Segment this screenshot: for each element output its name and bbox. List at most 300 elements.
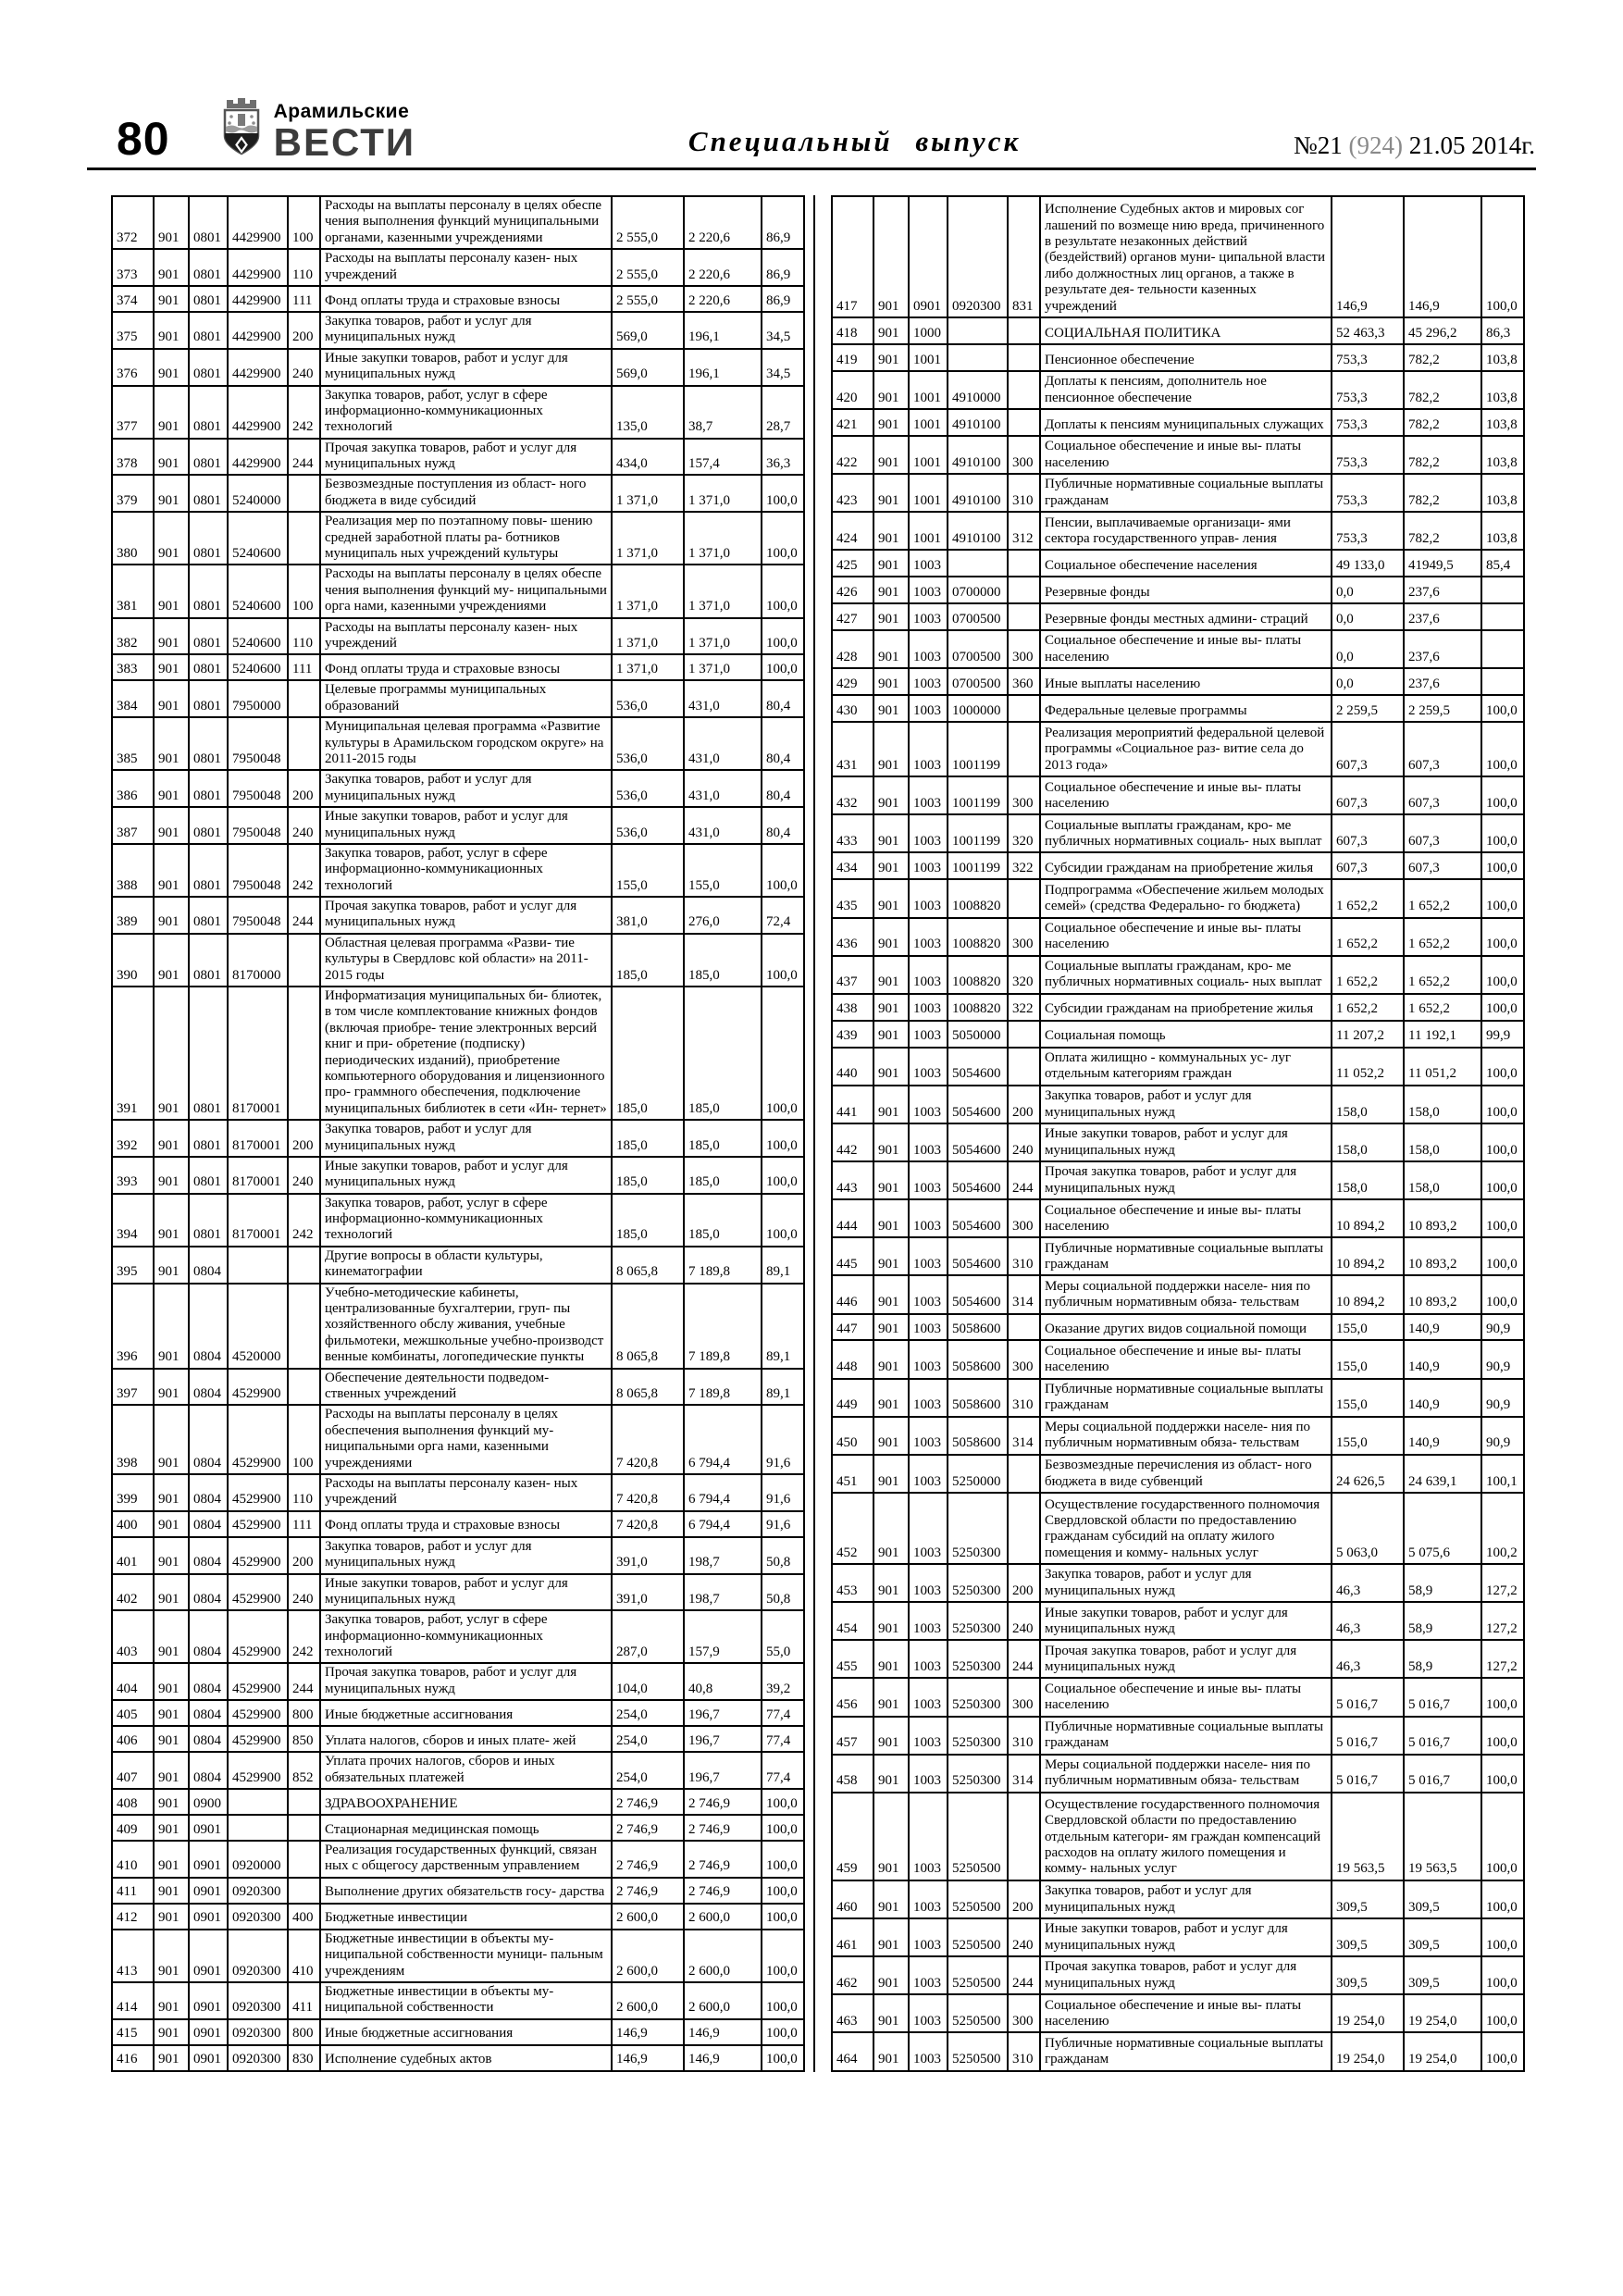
percent-cell: 100,0 bbox=[762, 1930, 804, 1982]
expense-type-cell: 240 bbox=[1008, 1918, 1040, 1956]
expense-type-cell bbox=[1008, 1793, 1040, 1880]
expense-name-cell: Расходы на выплаты персоналу казен- ных учреждений bbox=[320, 618, 612, 655]
grbs-code-cell: 901 bbox=[873, 1640, 909, 1678]
expense-name-cell: Закупка товаров, работ и услуг для муниципальных нужд bbox=[1040, 1086, 1332, 1123]
fact-value-cell: 1 371,0 bbox=[684, 618, 762, 655]
grbs-code-cell: 901 bbox=[873, 409, 909, 436]
grbs-code-cell: 901 bbox=[154, 1904, 189, 1930]
percent-cell: 100,0 bbox=[762, 1194, 804, 1247]
expense-type-cell: 110 bbox=[288, 249, 320, 286]
expense-name-cell: Иные бюджетные ассигнования bbox=[320, 2019, 612, 2045]
section-code-cell: 1003 bbox=[909, 1417, 948, 1455]
table-row bbox=[832, 474, 1524, 512]
percent-cell: 50,8 bbox=[762, 1574, 804, 1611]
percent-cell: 100,0 bbox=[762, 1878, 804, 1904]
table-row bbox=[832, 918, 1524, 956]
plan-value-cell: 46,3 bbox=[1332, 1602, 1404, 1640]
target-article-cell: 7950048 bbox=[228, 717, 288, 770]
fact-value-cell: 5 075,6 bbox=[1404, 1493, 1481, 1564]
target-article-cell: 5250500 bbox=[948, 1880, 1008, 1918]
logo-text bbox=[274, 102, 415, 162]
section-code-cell: 0801 bbox=[189, 618, 228, 655]
plan-value-cell: 536,0 bbox=[612, 680, 684, 717]
target-article-cell: 0920300 bbox=[228, 1904, 288, 1930]
row-number-cell: 388 bbox=[112, 844, 154, 897]
expense-type-cell: 310 bbox=[1008, 1379, 1040, 1417]
percent-cell: 103,8 bbox=[1481, 409, 1524, 436]
section-code-cell: 1003 bbox=[909, 994, 948, 1021]
table-row bbox=[112, 618, 804, 655]
plan-value-cell: 391,0 bbox=[612, 1574, 684, 1611]
table-row bbox=[832, 814, 1524, 852]
table-row bbox=[112, 1157, 804, 1194]
issue-number-paren: (924) bbox=[1348, 131, 1403, 159]
section-code-cell: 1003 bbox=[909, 1994, 948, 2032]
percent-cell: 127,2 bbox=[1481, 1564, 1524, 1602]
percent-cell: 89,1 bbox=[762, 1369, 804, 1406]
row-number-cell: 384 bbox=[112, 680, 154, 717]
expense-type-cell: 110 bbox=[288, 618, 320, 655]
table-row bbox=[832, 371, 1524, 409]
percent-cell: 100,1 bbox=[1481, 1455, 1524, 1493]
grbs-code-cell: 901 bbox=[873, 1994, 909, 2032]
section-code-cell: 1003 bbox=[909, 1755, 948, 1793]
column-divider-line bbox=[813, 195, 815, 2072]
plan-value-cell: 19 563,5 bbox=[1332, 1793, 1404, 1880]
expense-name-cell: Социальные выплаты гражданам, кро- ме публичных нормативных социаль- ных выплат bbox=[1040, 814, 1332, 852]
expense-type-cell: 852 bbox=[288, 1752, 320, 1789]
table-row bbox=[832, 2032, 1524, 2070]
percent-cell: 100,0 bbox=[762, 654, 804, 680]
table-row bbox=[112, 987, 804, 1120]
section-code-cell: 0801 bbox=[189, 1120, 228, 1157]
section-code-cell: 1003 bbox=[909, 1918, 948, 1956]
row-number-cell: 417 bbox=[832, 196, 873, 317]
row-number-cell: 422 bbox=[832, 436, 873, 474]
plan-value-cell: 19 254,0 bbox=[1332, 2032, 1404, 2070]
grbs-code-cell: 901 bbox=[154, 934, 189, 987]
target-article-cell: 4529900 bbox=[228, 1369, 288, 1406]
fact-value-cell: 1 652,2 bbox=[1404, 956, 1481, 994]
target-article-cell: 5250300 bbox=[948, 1602, 1008, 1640]
row-number-cell: 410 bbox=[112, 1841, 154, 1878]
fact-value-cell: 146,9 bbox=[1404, 196, 1481, 317]
grbs-code-cell: 901 bbox=[154, 1284, 189, 1369]
row-number-cell: 382 bbox=[112, 618, 154, 655]
grbs-code-cell: 901 bbox=[873, 1455, 909, 1493]
grbs-code-cell: 901 bbox=[154, 1405, 189, 1474]
target-article-cell: 0700500 bbox=[948, 603, 1008, 630]
expense-name-cell: Пенсионное обеспечение bbox=[1040, 344, 1332, 371]
percent-cell: 80,4 bbox=[762, 807, 804, 844]
expense-type-cell: 300 bbox=[1008, 776, 1040, 814]
row-number-cell: 437 bbox=[832, 956, 873, 994]
fact-value-cell: 237,6 bbox=[1404, 603, 1481, 630]
expense-name-cell: Областная целевая программа «Разви- тие культуры в Свердловс кой области» на 2011-2015 годы bbox=[320, 934, 612, 987]
row-number-cell: 421 bbox=[832, 409, 873, 436]
expense-type-cell: 314 bbox=[1008, 1755, 1040, 1793]
expense-name-cell: Расходы на выплаты персоналу казен- ных учреждений bbox=[320, 249, 612, 286]
row-number-cell: 398 bbox=[112, 1405, 154, 1474]
table-row bbox=[112, 512, 804, 565]
fact-value-cell: 607,3 bbox=[1404, 722, 1481, 776]
section-code-cell: 0901 bbox=[189, 1841, 228, 1878]
section-code-cell: 1003 bbox=[909, 1161, 948, 1199]
grbs-code-cell: 901 bbox=[154, 349, 189, 386]
section-code-cell: 0804 bbox=[189, 1247, 228, 1284]
plan-value-cell: 155,0 bbox=[1332, 1314, 1404, 1341]
table-row bbox=[832, 1678, 1524, 1716]
target-article-cell: 0700500 bbox=[948, 668, 1008, 695]
expense-type-cell bbox=[1008, 879, 1040, 917]
row-number-cell: 413 bbox=[112, 1930, 154, 1982]
section-code-cell: 0901 bbox=[189, 1904, 228, 1930]
table-row bbox=[832, 994, 1524, 1021]
target-article-cell: 4910100 bbox=[948, 436, 1008, 474]
section-code-cell: 0801 bbox=[189, 897, 228, 934]
section-code-cell: 1003 bbox=[909, 918, 948, 956]
fact-value-cell: 1 371,0 bbox=[684, 654, 762, 680]
header-divider-line bbox=[87, 168, 1536, 170]
section-code-cell: 0804 bbox=[189, 1405, 228, 1474]
table-row bbox=[112, 1369, 804, 1406]
row-number-cell: 418 bbox=[832, 317, 873, 344]
section-code-cell: 1001 bbox=[909, 371, 948, 409]
fact-value-cell: 7 189,8 bbox=[684, 1284, 762, 1369]
fact-value-cell: 158,0 bbox=[1404, 1086, 1481, 1123]
expense-name-cell: Иные бюджетные ассигнования bbox=[320, 1700, 612, 1726]
plan-value-cell: 7 420,8 bbox=[612, 1405, 684, 1474]
fact-value-cell: 198,7 bbox=[684, 1574, 762, 1611]
expense-type-cell: 360 bbox=[1008, 668, 1040, 695]
plan-value-cell: 19 254,0 bbox=[1332, 1994, 1404, 2032]
target-article-cell: 0920300 bbox=[228, 1878, 288, 1904]
percent-cell: 100,0 bbox=[1481, 1275, 1524, 1313]
page-number: 80 bbox=[117, 113, 170, 165]
section-code-cell: 0801 bbox=[189, 349, 228, 386]
section-code-cell: 0801 bbox=[189, 680, 228, 717]
fact-value-cell: 58,9 bbox=[1404, 1564, 1481, 1602]
grbs-code-cell: 901 bbox=[873, 1918, 909, 1956]
row-number-cell: 425 bbox=[832, 550, 873, 577]
percent-cell: 100,0 bbox=[1481, 2032, 1524, 2070]
expense-type-cell: 300 bbox=[1008, 1678, 1040, 1716]
grbs-code-cell: 901 bbox=[154, 1700, 189, 1726]
fact-value-cell: 782,2 bbox=[1404, 474, 1481, 512]
table-row bbox=[832, 1199, 1524, 1237]
percent-cell bbox=[1481, 668, 1524, 695]
grbs-code-cell: 901 bbox=[873, 344, 909, 371]
expense-name-cell: Закупка товаров, работ и услуг для муниципальных нужд bbox=[320, 1120, 612, 1157]
percent-cell: 28,7 bbox=[762, 386, 804, 439]
fact-value-cell: 24 639,1 bbox=[1404, 1455, 1481, 1493]
row-number-cell: 454 bbox=[832, 1602, 873, 1640]
section-code-cell: 0804 bbox=[189, 1752, 228, 1789]
grbs-code-cell: 901 bbox=[154, 1511, 189, 1537]
expense-name-cell: Расходы на выплаты персоналу в целях обеспе чения выполнения функций му- ниципальными орга нами, казенными учреждениями bbox=[320, 565, 612, 617]
target-article-cell: 4529900 bbox=[228, 1752, 288, 1789]
table-row bbox=[832, 1793, 1524, 1880]
grbs-code-cell: 901 bbox=[873, 577, 909, 603]
expense-name-cell: Учебно-методические кабинеты, централизованные бухгалтерии, груп- пы хозяйственного обслу живания, учебные фильмотеки, межшкольные учебно-производст венные комбинаты, логопедические пункты bbox=[320, 1284, 612, 1369]
target-article-cell: 5054600 bbox=[948, 1161, 1008, 1199]
table-row bbox=[112, 1930, 804, 1982]
expense-name-cell: Иные закупки товаров, работ и услуг для муниципальных нужд bbox=[320, 349, 612, 386]
section-code-cell: 0801 bbox=[189, 196, 228, 249]
plan-value-cell: 309,5 bbox=[1332, 1956, 1404, 1994]
expense-type-cell: 410 bbox=[288, 1930, 320, 1982]
section-code-cell: 0901 bbox=[189, 1982, 228, 2019]
fact-value-cell: 5 016,7 bbox=[1404, 1678, 1481, 1716]
section-code-cell: 0804 bbox=[189, 1610, 228, 1663]
target-article-cell bbox=[948, 550, 1008, 577]
fact-value-cell: 185,0 bbox=[684, 1157, 762, 1194]
grbs-code-cell: 901 bbox=[154, 1474, 189, 1511]
plan-value-cell: 46,3 bbox=[1332, 1564, 1404, 1602]
expense-type-cell: 850 bbox=[288, 1726, 320, 1752]
row-number-cell: 458 bbox=[832, 1755, 873, 1793]
table-row bbox=[112, 439, 804, 476]
fact-value-cell: 1 371,0 bbox=[684, 565, 762, 617]
plan-value-cell: 10 894,2 bbox=[1332, 1275, 1404, 1313]
expense-name-cell: Иные выплаты населению bbox=[1040, 668, 1332, 695]
expense-type-cell: 200 bbox=[288, 1537, 320, 1574]
expense-name-cell: Бюджетные инвестиции bbox=[320, 1904, 612, 1930]
section-code-cell: 0801 bbox=[189, 770, 228, 807]
percent-cell: 39,2 bbox=[762, 1663, 804, 1700]
expense-name-cell: Прочая закупка товаров, работ и услуг для муниципальных нужд bbox=[320, 1663, 612, 1700]
target-article-cell: 8170001 bbox=[228, 1157, 288, 1194]
expense-type-cell: 831 bbox=[1008, 196, 1040, 317]
plan-value-cell: 2 746,9 bbox=[612, 1878, 684, 1904]
grbs-code-cell: 901 bbox=[154, 249, 189, 286]
section-code-cell: 1003 bbox=[909, 1048, 948, 1086]
target-article-cell: 5240000 bbox=[228, 475, 288, 512]
table-row bbox=[112, 2019, 804, 2045]
expense-name-cell: Социальное обеспечение и иные вы- платы населению bbox=[1040, 776, 1332, 814]
fact-value-cell: 2 259,5 bbox=[1404, 695, 1481, 722]
section-code-cell: 1003 bbox=[909, 1640, 948, 1678]
percent-cell: 80,4 bbox=[762, 680, 804, 717]
expense-type-cell bbox=[1008, 1493, 1040, 1564]
target-article-cell: 7950048 bbox=[228, 807, 288, 844]
expense-type-cell bbox=[1008, 722, 1040, 776]
expense-type-cell: 244 bbox=[288, 897, 320, 934]
expense-type-cell: 322 bbox=[1008, 994, 1040, 1021]
fact-value-cell: 2 220,6 bbox=[684, 196, 762, 249]
fact-value-cell: 41949,5 bbox=[1404, 550, 1481, 577]
target-article-cell: 0920300 bbox=[228, 1982, 288, 2019]
table-row bbox=[832, 436, 1524, 474]
percent-cell: 100,0 bbox=[1481, 1048, 1524, 1086]
grbs-code-cell: 901 bbox=[873, 1161, 909, 1199]
percent-cell: 72,4 bbox=[762, 897, 804, 934]
expense-type-cell: 300 bbox=[1008, 436, 1040, 474]
section-code-cell: 0804 bbox=[189, 1726, 228, 1752]
expense-type-cell bbox=[1008, 317, 1040, 344]
plan-value-cell: 753,3 bbox=[1332, 409, 1404, 436]
row-number-cell: 434 bbox=[832, 852, 873, 879]
row-number-cell: 461 bbox=[832, 1918, 873, 1956]
expense-type-cell: 100 bbox=[288, 196, 320, 249]
expense-type-cell: 244 bbox=[288, 1663, 320, 1700]
target-article-cell: 0920300 bbox=[228, 2045, 288, 2071]
fact-value-cell: 607,3 bbox=[1404, 852, 1481, 879]
grbs-code-cell: 901 bbox=[873, 317, 909, 344]
section-code-cell: 0801 bbox=[189, 386, 228, 439]
percent-cell: 100,0 bbox=[1481, 1880, 1524, 1918]
expense-type-cell: 111 bbox=[288, 654, 320, 680]
grbs-code-cell: 901 bbox=[154, 807, 189, 844]
table-row bbox=[112, 1284, 804, 1369]
percent-cell: 50,8 bbox=[762, 1537, 804, 1574]
target-article-cell bbox=[948, 344, 1008, 371]
fact-value-cell: 146,9 bbox=[684, 2045, 762, 2071]
table-row bbox=[112, 1194, 804, 1247]
target-article-cell: 7950048 bbox=[228, 897, 288, 934]
grbs-code-cell: 901 bbox=[873, 1956, 909, 1994]
plan-value-cell: 1 371,0 bbox=[612, 512, 684, 565]
expense-name-cell: Закупка товаров, работ, услуг в сфере информационно-коммуникационных технологий bbox=[320, 844, 612, 897]
grbs-code-cell: 901 bbox=[154, 844, 189, 897]
plan-value-cell: 607,3 bbox=[1332, 722, 1404, 776]
grbs-code-cell: 901 bbox=[154, 1841, 189, 1878]
fact-value-cell: 196,7 bbox=[684, 1752, 762, 1789]
table-row bbox=[832, 1021, 1524, 1048]
row-number-cell: 423 bbox=[832, 474, 873, 512]
target-article-cell: 5250300 bbox=[948, 1640, 1008, 1678]
section-code-cell: 0801 bbox=[189, 439, 228, 476]
target-article-cell: 4529900 bbox=[228, 1663, 288, 1700]
table-row bbox=[112, 807, 804, 844]
grbs-code-cell: 901 bbox=[873, 994, 909, 1021]
expense-type-cell: 240 bbox=[1008, 1602, 1040, 1640]
expense-name-cell: Прочая закупка товаров, работ и услуг для муниципальных нужд bbox=[1040, 1640, 1332, 1678]
expense-name-cell: Публичные нормативные социальные выплаты гражданам bbox=[1040, 1379, 1332, 1417]
plan-value-cell: 7 420,8 bbox=[612, 1474, 684, 1511]
row-number-cell: 407 bbox=[112, 1752, 154, 1789]
row-number-cell: 444 bbox=[832, 1199, 873, 1237]
row-number-cell: 452 bbox=[832, 1493, 873, 1564]
section-code-cell: 1001 bbox=[909, 436, 948, 474]
row-number-cell: 431 bbox=[832, 722, 873, 776]
target-article-cell: 4529900 bbox=[228, 1405, 288, 1474]
grbs-code-cell: 901 bbox=[154, 1663, 189, 1700]
expense-type-cell: 411 bbox=[288, 1982, 320, 2019]
row-number-cell: 406 bbox=[112, 1726, 154, 1752]
plan-value-cell: 11 052,2 bbox=[1332, 1048, 1404, 1086]
row-number-cell: 449 bbox=[832, 1379, 873, 1417]
table-row bbox=[832, 1340, 1524, 1378]
grbs-code-cell: 901 bbox=[873, 814, 909, 852]
plan-value-cell: 1 371,0 bbox=[612, 654, 684, 680]
grbs-code-cell: 901 bbox=[154, 512, 189, 565]
row-number-cell: 378 bbox=[112, 439, 154, 476]
expense-name-cell: Субсидии гражданам на приобретение жилья bbox=[1040, 994, 1332, 1021]
row-number-cell: 442 bbox=[832, 1123, 873, 1161]
coat-of-arms-icon bbox=[218, 96, 265, 162]
fact-value-cell: 2 600,0 bbox=[684, 1904, 762, 1930]
plan-value-cell: 569,0 bbox=[612, 349, 684, 386]
percent-cell: 100,0 bbox=[1481, 1678, 1524, 1716]
target-article-cell: 0920300 bbox=[948, 196, 1008, 317]
section-code-cell: 0901 bbox=[189, 1815, 228, 1841]
section-code-cell: 1003 bbox=[909, 1275, 948, 1313]
target-article-cell: 5240600 bbox=[228, 618, 288, 655]
fact-value-cell: 58,9 bbox=[1404, 1602, 1481, 1640]
table-row bbox=[832, 512, 1524, 550]
percent-cell: 100,2 bbox=[1481, 1493, 1524, 1564]
fact-value-cell: 6 794,4 bbox=[684, 1405, 762, 1474]
plan-value-cell: 2 259,5 bbox=[1332, 695, 1404, 722]
fact-value-cell: 1 652,2 bbox=[1404, 994, 1481, 1021]
grbs-code-cell: 901 bbox=[154, 618, 189, 655]
table-row bbox=[112, 1120, 804, 1157]
table-row bbox=[112, 2045, 804, 2071]
target-article-cell: 5058600 bbox=[948, 1417, 1008, 1455]
plan-value-cell: 135,0 bbox=[612, 386, 684, 439]
grbs-code-cell: 901 bbox=[873, 1086, 909, 1123]
expense-name-cell: Доплаты к пенсиям, дополнитель ное пенсионное обеспечение bbox=[1040, 371, 1332, 409]
percent-cell: 103,8 bbox=[1481, 344, 1524, 371]
expense-name-cell: Иные закупки товаров, работ и услуг для муниципальных нужд bbox=[1040, 1602, 1332, 1640]
plan-value-cell: 2 746,9 bbox=[612, 1815, 684, 1841]
plan-value-cell: 11 207,2 bbox=[1332, 1021, 1404, 1048]
expense-name-cell: Социальное обеспечение и иные вы- платы населению bbox=[1040, 1678, 1332, 1716]
percent-cell: 77,4 bbox=[762, 1700, 804, 1726]
plan-value-cell: 185,0 bbox=[612, 1194, 684, 1247]
table-row bbox=[832, 1123, 1524, 1161]
expense-type-cell bbox=[1008, 1455, 1040, 1493]
percent-cell: 100,0 bbox=[762, 1904, 804, 1930]
fact-value-cell: 2 600,0 bbox=[684, 1982, 762, 2019]
target-article-cell: 4529900 bbox=[228, 1700, 288, 1726]
row-number-cell: 457 bbox=[832, 1717, 873, 1755]
percent-cell: 100,0 bbox=[1481, 814, 1524, 852]
section-code-cell: 0901 bbox=[909, 196, 948, 317]
plan-value-cell: 309,5 bbox=[1332, 1918, 1404, 1956]
plan-value-cell: 155,0 bbox=[1332, 1379, 1404, 1417]
plan-value-cell: 1 652,2 bbox=[1332, 956, 1404, 994]
expense-type-cell bbox=[288, 1841, 320, 1878]
section-code-cell: 1001 bbox=[909, 474, 948, 512]
table-row bbox=[832, 1880, 1524, 1918]
target-article-cell: 5054600 bbox=[948, 1199, 1008, 1237]
expense-type-cell: 240 bbox=[288, 349, 320, 386]
table-row bbox=[832, 1086, 1524, 1123]
plan-value-cell: 5 063,0 bbox=[1332, 1493, 1404, 1564]
grbs-code-cell: 901 bbox=[873, 630, 909, 668]
grbs-code-cell: 901 bbox=[873, 1199, 909, 1237]
table-row bbox=[832, 1161, 1524, 1199]
target-article-cell: 4429900 bbox=[228, 349, 288, 386]
target-article-cell: 4429900 bbox=[228, 439, 288, 476]
row-number-cell: 439 bbox=[832, 1021, 873, 1048]
expense-type-cell: 300 bbox=[1008, 1340, 1040, 1378]
row-number-cell: 373 bbox=[112, 249, 154, 286]
table-row bbox=[832, 1755, 1524, 1793]
plan-value-cell: 158,0 bbox=[1332, 1086, 1404, 1123]
expense-name-cell: Уплата прочих налогов, сборов и иных обязательных платежей bbox=[320, 1752, 612, 1789]
expense-name-cell: Прочая закупка товаров, работ и услуг для муниципальных нужд bbox=[320, 897, 612, 934]
fact-value-cell: 140,9 bbox=[1404, 1417, 1481, 1455]
target-article-cell: 5250500 bbox=[948, 1956, 1008, 1994]
target-article-cell bbox=[948, 317, 1008, 344]
section-code-cell: 1003 bbox=[909, 1237, 948, 1275]
grbs-code-cell: 901 bbox=[154, 1752, 189, 1789]
expense-name-cell: Субсидии гражданам на приобретение жилья bbox=[1040, 852, 1332, 879]
expense-type-cell bbox=[288, 1789, 320, 1815]
